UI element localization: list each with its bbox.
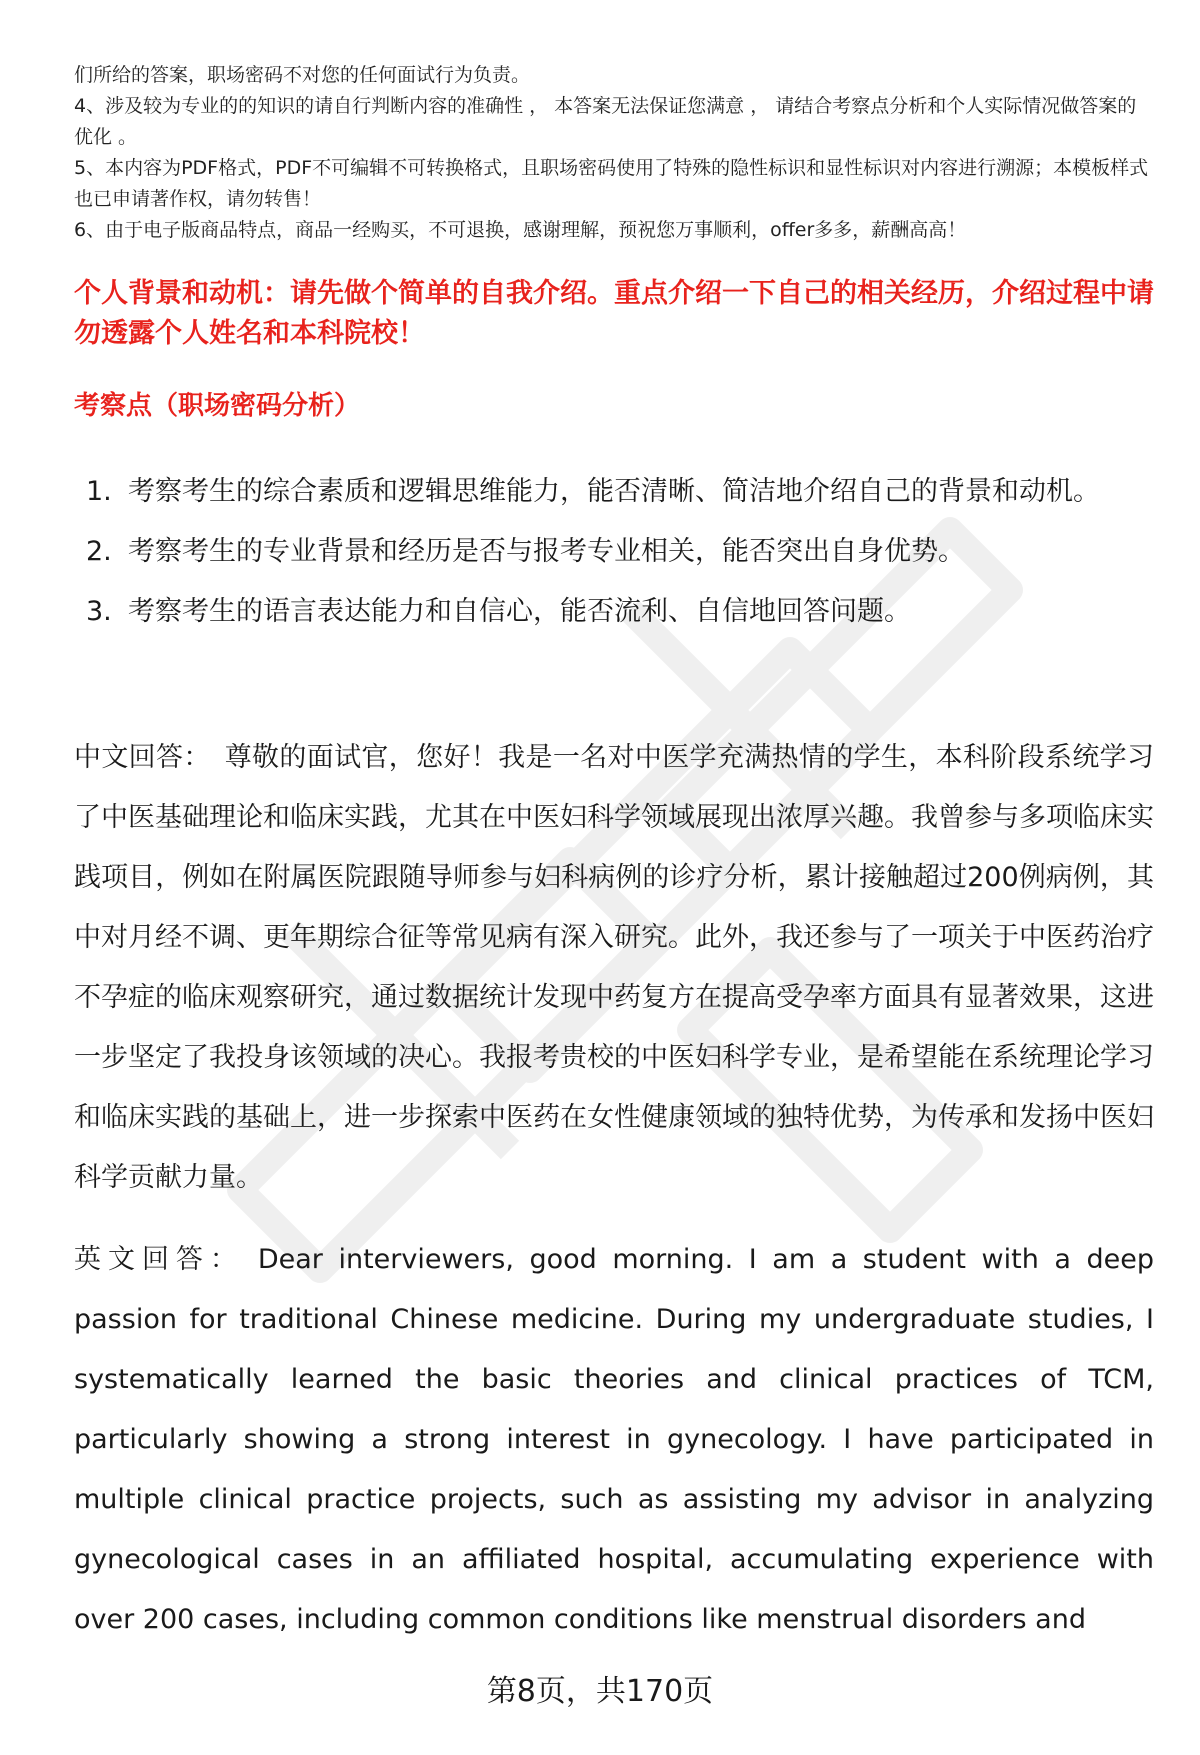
list-item-number: 1.: [86, 476, 112, 507]
note-line: 们所给的答案，职场密码不对您的任何面试行为负责。: [74, 64, 531, 86]
list-item-text: 考察考生的语言表达能力和自信心，能否流利、自信地回答问题。: [128, 596, 911, 627]
assessment-points-title: 考察点（职场密码分析）: [74, 391, 361, 421]
list-item: [74, 462, 1154, 522]
english-answer-text: Dear interviewers, good morning. I am a student with a deep passion for traditional Chinese medicine. During my undergraduate studies, I systematically learned the basic theories and clinical practices of TCM, particularly showing a strong interest in gynecology. I have participated in multiple clinical practice projects, such as assisting my advisor in analyzing gynecological cases in an affiliated hospital, accumulating experience with over 200 cases, including common conditions like menstrual disorders and: [74, 1244, 1154, 1635]
chinese-answer-label: 中文回答：: [74, 742, 211, 773]
english-answer: [74, 1230, 1154, 1650]
english-answer-label: 英文回答：: [74, 1244, 244, 1275]
page-number: 第8页，共170页: [486, 1674, 714, 1709]
list-item: [74, 522, 1154, 582]
list-item-text: 考察考生的综合素质和逻辑思维能力，能否清晰、简洁地介绍自己的背景和动机。: [128, 476, 1100, 507]
list-item: [74, 582, 1154, 642]
assessment-points-list: [74, 462, 1154, 642]
notes-section: [74, 60, 1154, 246]
question-heading: 个人背景和动机：请先做个简单的自我介绍。重点介绍一下自己的相关经历，介绍过程中请勿透露个人姓名和本科院校！: [74, 278, 1154, 349]
list-item-number: 3.: [86, 596, 112, 627]
list-item-number: 2.: [86, 536, 112, 567]
chinese-answer: [74, 728, 1154, 1208]
list-item-text: 考察考生的专业背景和经历是否与报考专业相关，能否突出自身优势。: [128, 536, 965, 567]
note-line: 4、涉及较为专业的的知识的请自行判断内容的准确性 ， 本答案无法保证您满意 ， 请结合考察点分析和个人实际情况做答案的优化 。: [74, 95, 1137, 148]
note-line: 5、本内容为PDF格式，PDF不可编辑不可转换格式，且职场密码使用了特殊的隐性标识和显性标识对内容进行溯源；本模板样式也已申请著作权，请勿转售！: [74, 157, 1149, 210]
chinese-answer-text: 尊敬的面试官，您好！我是一名对中医学充满热情的学生，本科阶段系统学习了中医基础理论和临床实践，尤其在中医妇科学领域展现出浓厚兴趣。我曾参与多项临床实践项目，例如在附属医院跟随导师参与妇科病例的诊疗分析，累计接触超过200例病例，其中对月经不调、更年期综合征等常见病有深入研究。此外，我还参与了一项关于中医药治疗不孕症的临床观察研究，通过数据统计发现中药复方在提高受孕率方面具有显著效果，这进一步坚定了我投身该领域的决心。我报考贵校的中医妇科学专业，是希望能在系统理论学习和临床实践的基础上，进一步探索中医药在女性健康领域的独特优势，为传承和发扬中医妇科学贡献力量。: [74, 742, 1155, 1193]
note-line: 6、由于电子版商品特点，商品一经购买，不可退换，感谢理解，预祝您万事顺利，offer多多，薪酬高高！: [74, 219, 967, 241]
